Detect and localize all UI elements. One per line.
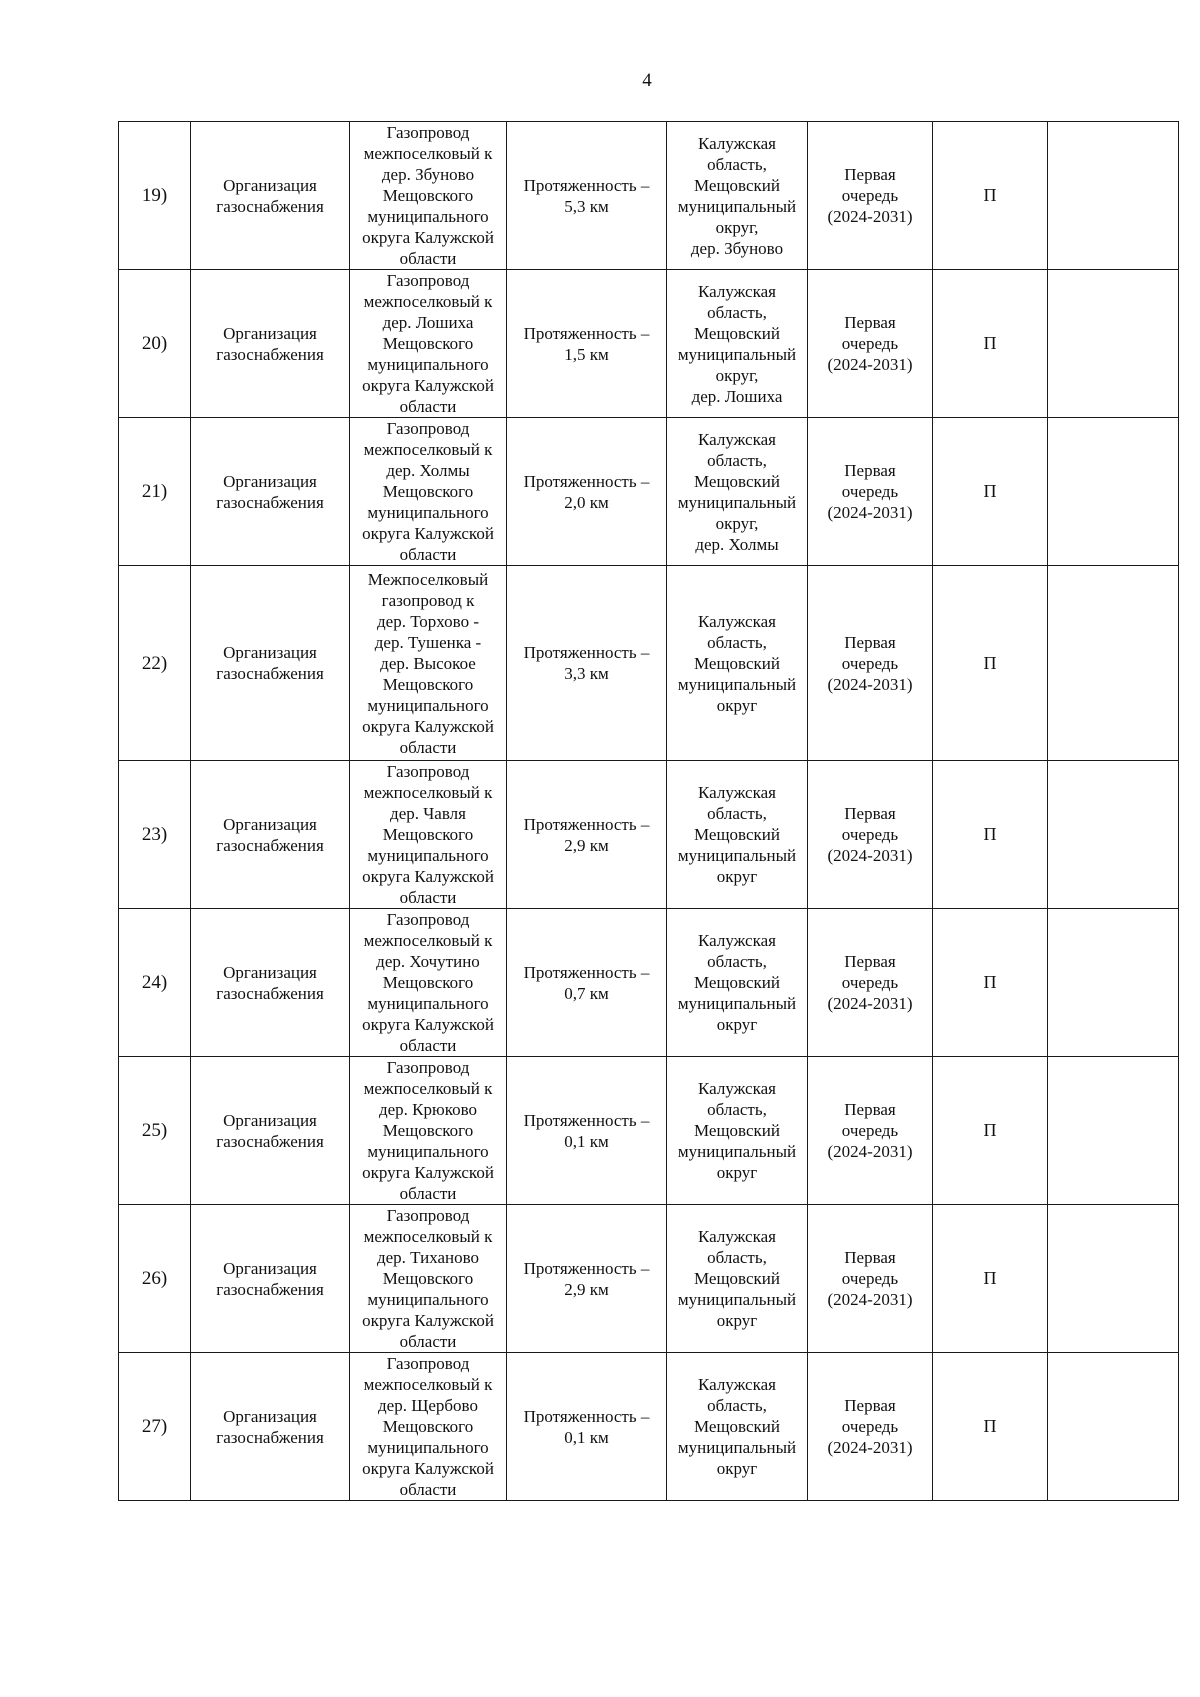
row-number-cell bbox=[119, 761, 191, 909]
purpose-line: газоснабжения bbox=[216, 344, 324, 364]
location-line: область, bbox=[707, 302, 767, 322]
status-mark: П bbox=[983, 972, 997, 992]
table-row bbox=[119, 270, 1179, 418]
purpose-cell bbox=[191, 1057, 350, 1205]
purpose-cell bbox=[191, 566, 350, 761]
object-name-line: дер. Крюково bbox=[378, 1100, 478, 1119]
stage-line: очередь bbox=[841, 653, 899, 673]
location-line: округ bbox=[716, 1311, 758, 1330]
object-name-line: дер. Чавля bbox=[390, 804, 466, 823]
purpose-line: газоснабжения bbox=[216, 983, 324, 1003]
status-mark: П bbox=[983, 1416, 997, 1436]
row-number: 24) bbox=[141, 972, 168, 993]
length-line: Протяженность – bbox=[523, 1110, 650, 1130]
purpose-line: Организация bbox=[223, 814, 317, 834]
stage-line: очередь bbox=[841, 1269, 899, 1288]
location-line: округ, bbox=[715, 513, 759, 533]
object-name-cell bbox=[350, 566, 507, 761]
empty-cell bbox=[1048, 761, 1179, 909]
empty-cell bbox=[1048, 122, 1179, 270]
status-mark-cell bbox=[933, 122, 1048, 270]
purpose-line: Организация bbox=[223, 1406, 317, 1426]
object-name-line: дер. Холмы bbox=[386, 461, 470, 480]
location-line: область, bbox=[707, 450, 767, 470]
length-line: Протяженность – bbox=[523, 814, 650, 834]
length-line: 5,3 км bbox=[564, 196, 609, 216]
object-name-line: округа Калужской bbox=[362, 1311, 494, 1330]
length-line: 1,5 км bbox=[564, 344, 609, 364]
object-name-cell bbox=[350, 909, 507, 1057]
purpose-line: газоснабжения bbox=[216, 1279, 324, 1299]
location-line: округ bbox=[716, 1163, 758, 1182]
location-line: область, bbox=[707, 632, 767, 652]
location-line: дер. Збуново bbox=[690, 238, 784, 258]
location-cell bbox=[667, 418, 808, 566]
stage-line: (2024-2031) bbox=[827, 1290, 913, 1309]
length-line: Протяженность – bbox=[523, 1258, 650, 1278]
stage-line: (2024-2031) bbox=[827, 994, 913, 1013]
row-number-cell bbox=[119, 122, 191, 270]
length-line: 2,9 км bbox=[564, 1279, 609, 1299]
object-name-line: дер. Лошиха bbox=[382, 313, 474, 332]
location-cell bbox=[667, 122, 808, 270]
location-line: область, bbox=[707, 1248, 767, 1267]
table-row bbox=[119, 1353, 1179, 1501]
purpose-cell bbox=[191, 122, 350, 270]
row-number-cell bbox=[119, 1057, 191, 1205]
location-line: Калужская bbox=[698, 1227, 776, 1246]
row-number: 19) bbox=[141, 185, 168, 206]
length-line: Протяженность – bbox=[523, 962, 650, 982]
location-line: муниципальный bbox=[677, 1438, 797, 1457]
location-line: Мещовский bbox=[694, 653, 780, 673]
object-name-cell bbox=[350, 270, 507, 418]
stage-cell bbox=[808, 909, 933, 1057]
purpose-line: газоснабжения bbox=[216, 1131, 324, 1151]
object-name-line: газопровод к bbox=[381, 590, 475, 610]
status-mark: П bbox=[983, 1268, 997, 1288]
status-mark-cell bbox=[933, 566, 1048, 761]
object-name-line: Газопровод bbox=[386, 123, 470, 142]
row-number-cell bbox=[119, 1205, 191, 1353]
row-number: 25) bbox=[141, 1120, 168, 1141]
purpose-cell bbox=[191, 761, 350, 909]
location-cell bbox=[667, 761, 808, 909]
row-number: 26) bbox=[141, 1268, 168, 1289]
purpose-cell bbox=[191, 1205, 350, 1353]
length-cell bbox=[507, 270, 667, 418]
purpose-line: газоснабжения bbox=[216, 196, 324, 216]
object-name-line: дер. Тиханово bbox=[376, 1248, 480, 1267]
length-cell bbox=[507, 122, 667, 270]
object-name-line: округа Калужской bbox=[362, 716, 494, 736]
status-mark-cell bbox=[933, 761, 1048, 909]
location-line: область, bbox=[707, 154, 767, 174]
stage-cell bbox=[808, 1205, 933, 1353]
empty-cell bbox=[1048, 1057, 1179, 1205]
stage-line: (2024-2031) bbox=[827, 207, 913, 226]
table-row bbox=[119, 566, 1179, 761]
object-name-line: Мещовского bbox=[382, 1269, 474, 1288]
object-name-line: Мещовского bbox=[382, 1417, 474, 1436]
object-name-line: муниципального bbox=[367, 695, 489, 715]
row-number: 20) bbox=[141, 333, 168, 354]
object-name-line: муниципального bbox=[367, 994, 489, 1013]
stage-line: очередь bbox=[841, 482, 899, 501]
objects-table bbox=[118, 121, 1179, 1501]
location-line: Калужская bbox=[698, 783, 776, 802]
length-cell bbox=[507, 1353, 667, 1501]
object-name-line: Газопровод bbox=[386, 271, 470, 290]
location-line: муниципальный bbox=[677, 994, 797, 1013]
location-line: Калужская bbox=[698, 429, 776, 449]
object-name-line: округа Калужской bbox=[362, 376, 494, 395]
location-line: муниципальный bbox=[677, 492, 797, 512]
stage-line: (2024-2031) bbox=[827, 355, 913, 374]
length-cell bbox=[507, 566, 667, 761]
object-name-line: округа Калужской bbox=[362, 1163, 494, 1182]
object-name-line: Мещовского bbox=[382, 334, 474, 353]
location-line: Мещовский bbox=[694, 1417, 780, 1436]
stage-line: Первая bbox=[844, 632, 896, 652]
object-name-line: муниципального bbox=[367, 355, 489, 374]
location-line: Калужская bbox=[698, 1079, 776, 1098]
location-line: Мещовский bbox=[694, 973, 780, 992]
object-name-line: муниципального bbox=[367, 1290, 489, 1309]
empty-cell bbox=[1048, 909, 1179, 1057]
length-cell bbox=[507, 909, 667, 1057]
status-mark-cell bbox=[933, 1057, 1048, 1205]
location-line: Мещовский bbox=[694, 323, 780, 343]
status-mark-cell bbox=[933, 1353, 1048, 1501]
length-line: 0,1 км bbox=[564, 1131, 609, 1151]
status-mark-cell bbox=[933, 909, 1048, 1057]
object-name-line: Газопровод bbox=[386, 1206, 470, 1225]
table-body bbox=[119, 122, 1179, 1501]
row-number: 23) bbox=[141, 824, 168, 845]
stage-line: очередь bbox=[841, 186, 899, 205]
location-line: Калужская bbox=[698, 1375, 776, 1394]
stage-line: Первая bbox=[844, 165, 896, 184]
purpose-cell bbox=[191, 270, 350, 418]
table-row bbox=[119, 418, 1179, 566]
object-name-line: Мещовского bbox=[382, 482, 474, 501]
location-cell bbox=[667, 566, 808, 761]
object-name-line: округа Калужской bbox=[362, 524, 494, 543]
purpose-line: Организация bbox=[223, 323, 317, 343]
object-name-line: Мещовского bbox=[382, 1121, 474, 1140]
row-number-cell bbox=[119, 270, 191, 418]
purpose-line: газоснабжения bbox=[216, 835, 324, 855]
empty-cell bbox=[1048, 1353, 1179, 1501]
location-line: округ, bbox=[715, 365, 759, 385]
length-line: 2,9 км bbox=[564, 835, 609, 855]
length-line: 0,7 км bbox=[564, 983, 609, 1003]
row-number: 21) bbox=[141, 481, 168, 502]
status-mark: П bbox=[983, 333, 997, 353]
length-cell bbox=[507, 1205, 667, 1353]
stage-line: Первая bbox=[844, 1396, 896, 1415]
stage-line: очередь bbox=[841, 825, 899, 844]
object-name-cell bbox=[350, 122, 507, 270]
stage-line: (2024-2031) bbox=[827, 674, 913, 694]
location-line: Мещовский bbox=[694, 175, 780, 195]
stage-line: очередь bbox=[841, 1121, 899, 1140]
purpose-line: Организация bbox=[223, 1258, 317, 1278]
object-name-line: межпоселковый к bbox=[363, 931, 493, 950]
page-number: 4 bbox=[642, 70, 652, 91]
object-name-line: Газопровод bbox=[386, 1354, 470, 1373]
stage-line: Первая bbox=[844, 313, 896, 332]
object-name-line: области bbox=[399, 397, 457, 416]
object-name-line: муниципального bbox=[367, 503, 489, 522]
location-line: Мещовский bbox=[694, 471, 780, 491]
stage-line: очередь bbox=[841, 1417, 899, 1436]
status-mark: П bbox=[983, 185, 997, 205]
location-line: Калужская bbox=[698, 611, 776, 631]
object-name-line: муниципального bbox=[367, 1438, 489, 1457]
location-line: область, bbox=[707, 952, 767, 971]
location-line: округ bbox=[716, 695, 758, 715]
location-line: Калужская bbox=[698, 133, 776, 153]
object-name-line: муниципального bbox=[367, 1142, 489, 1161]
object-name-line: области bbox=[399, 1480, 457, 1499]
purpose-cell bbox=[191, 418, 350, 566]
purpose-cell bbox=[191, 909, 350, 1057]
object-name-line: дер. Тушенка - bbox=[374, 632, 482, 652]
object-name-line: межпоселковый к bbox=[363, 1375, 493, 1394]
length-line: 3,3 км bbox=[564, 664, 609, 683]
purpose-line: Организация bbox=[223, 962, 317, 982]
stage-line: Первая bbox=[844, 1100, 896, 1119]
object-name-line: области bbox=[399, 888, 457, 907]
location-line: дер. Холмы bbox=[695, 534, 779, 554]
status-mark: П bbox=[983, 652, 997, 673]
table-row bbox=[119, 761, 1179, 909]
object-name-line: межпоселковый к bbox=[363, 440, 493, 459]
purpose-line: Организация bbox=[223, 175, 317, 195]
location-line: Мещовский bbox=[694, 1121, 780, 1140]
object-name-line: Газопровод bbox=[386, 1058, 470, 1077]
stage-cell bbox=[808, 566, 933, 761]
location-cell bbox=[667, 1353, 808, 1501]
purpose-line: газоснабжения bbox=[216, 664, 324, 683]
object-name-line: дер. Торхово - bbox=[377, 611, 479, 631]
stage-line: (2024-2031) bbox=[827, 846, 913, 865]
object-name-line: дер. Высокое bbox=[380, 653, 476, 673]
location-line: муниципальный bbox=[677, 1142, 797, 1161]
length-cell bbox=[507, 761, 667, 909]
location-line: муниципальный bbox=[677, 674, 797, 694]
purpose-line: Организация bbox=[223, 471, 317, 491]
stage-line: Первая bbox=[844, 804, 896, 823]
object-name-cell bbox=[350, 761, 507, 909]
stage-line: (2024-2031) bbox=[827, 503, 913, 522]
object-name-cell bbox=[350, 1353, 507, 1501]
object-name-line: дер. Хочутино bbox=[376, 952, 480, 971]
object-name-line: области bbox=[399, 737, 457, 757]
location-line: округ bbox=[716, 867, 758, 886]
stage-cell bbox=[808, 122, 933, 270]
stage-line: (2024-2031) bbox=[827, 1142, 913, 1161]
location-cell bbox=[667, 270, 808, 418]
object-name-line: межпоселковый к bbox=[363, 783, 493, 802]
object-name-line: области bbox=[399, 249, 457, 268]
table-row bbox=[119, 1057, 1179, 1205]
stage-cell bbox=[808, 418, 933, 566]
object-name-line: округа Калужской bbox=[362, 867, 494, 886]
object-name-line: Мещовского bbox=[382, 186, 474, 205]
status-mark-cell bbox=[933, 1205, 1048, 1353]
length-line: Протяженность – bbox=[523, 175, 650, 195]
stage-cell bbox=[808, 270, 933, 418]
length-line: 0,1 км bbox=[564, 1427, 609, 1447]
row-number-cell bbox=[119, 909, 191, 1057]
status-mark: П bbox=[983, 1120, 997, 1140]
object-name-line: области bbox=[399, 1332, 457, 1351]
row-number-cell bbox=[119, 1353, 191, 1501]
location-line: область, bbox=[707, 1100, 767, 1119]
table-row bbox=[119, 909, 1179, 1057]
object-name-cell bbox=[350, 418, 507, 566]
empty-cell bbox=[1048, 270, 1179, 418]
stage-line: очередь bbox=[841, 334, 899, 353]
length-cell bbox=[507, 418, 667, 566]
object-name-line: муниципального bbox=[367, 207, 489, 226]
location-line: муниципальный bbox=[677, 1290, 797, 1309]
row-number: 27) bbox=[141, 1416, 168, 1437]
object-name-line: Газопровод bbox=[386, 910, 470, 929]
table-row bbox=[119, 1205, 1179, 1353]
row-number-cell bbox=[119, 566, 191, 761]
stage-line: очередь bbox=[841, 973, 899, 992]
object-name-cell bbox=[350, 1057, 507, 1205]
location-cell bbox=[667, 1205, 808, 1353]
object-name-line: межпоселковый к bbox=[363, 292, 493, 311]
purpose-line: газоснабжения bbox=[216, 492, 324, 512]
object-name-line: Газопровод bbox=[386, 419, 470, 438]
location-line: муниципальный bbox=[677, 196, 797, 216]
location-line: Калужская bbox=[698, 281, 776, 301]
object-name-line: округа Калужской bbox=[362, 1015, 494, 1034]
object-name-line: межпоселковый к bbox=[363, 1079, 493, 1098]
length-line: Протяженность – bbox=[523, 1406, 650, 1426]
location-line: округ bbox=[716, 1459, 758, 1478]
object-name-line: Мещовского bbox=[382, 825, 474, 844]
row-number: 22) bbox=[141, 652, 168, 674]
empty-cell bbox=[1048, 418, 1179, 566]
location-cell bbox=[667, 909, 808, 1057]
location-cell bbox=[667, 1057, 808, 1205]
object-name-line: межпоселковый к bbox=[363, 144, 493, 163]
length-line: Протяженность – bbox=[523, 471, 650, 491]
object-name-cell bbox=[350, 1205, 507, 1353]
object-name-line: округа Калужской bbox=[362, 1459, 494, 1478]
location-line: дер. Лошиха bbox=[691, 386, 783, 406]
location-line: муниципальный bbox=[677, 344, 797, 364]
object-name-line: области bbox=[399, 1184, 457, 1203]
empty-cell bbox=[1048, 566, 1179, 761]
length-line: 2,0 км bbox=[564, 492, 609, 512]
status-mark-cell bbox=[933, 418, 1048, 566]
length-line: Протяженность – bbox=[523, 323, 650, 343]
object-name-line: Мещовского bbox=[382, 973, 474, 992]
object-name-line: Мещовского bbox=[382, 674, 474, 694]
length-line: Протяженность – bbox=[523, 643, 650, 662]
status-mark: П bbox=[983, 824, 997, 844]
stage-cell bbox=[808, 761, 933, 909]
object-name-line: межпоселковый к bbox=[363, 1227, 493, 1246]
table-row bbox=[119, 122, 1179, 270]
object-name-line: муниципального bbox=[367, 846, 489, 865]
location-line: округ bbox=[716, 1015, 758, 1034]
length-cell bbox=[507, 1057, 667, 1205]
object-name-line: области bbox=[399, 545, 457, 564]
location-line: муниципальный bbox=[677, 846, 797, 865]
stage-line: Первая bbox=[844, 1248, 896, 1267]
object-name-line: Газопровод bbox=[386, 762, 470, 781]
object-name-line: дер. Збуново bbox=[381, 165, 475, 184]
status-mark: П bbox=[983, 481, 997, 501]
location-line: область, bbox=[707, 804, 767, 823]
row-number-cell bbox=[119, 418, 191, 566]
purpose-cell bbox=[191, 1353, 350, 1501]
stage-cell bbox=[808, 1353, 933, 1501]
location-line: округ, bbox=[715, 217, 759, 237]
location-line: область, bbox=[707, 1396, 767, 1415]
object-name-line: области bbox=[399, 1036, 457, 1055]
stage-line: Первая bbox=[844, 461, 896, 480]
object-name-line: округа Калужской bbox=[362, 228, 494, 247]
status-mark-cell bbox=[933, 270, 1048, 418]
location-line: Калужская bbox=[698, 931, 776, 950]
location-line: Мещовский bbox=[694, 825, 780, 844]
stage-cell bbox=[808, 1057, 933, 1205]
purpose-line: газоснабжения bbox=[216, 1427, 324, 1447]
stage-line: (2024-2031) bbox=[827, 1438, 913, 1457]
stage-line: Первая bbox=[844, 952, 896, 971]
object-name-line: Межпоселковый bbox=[367, 569, 489, 589]
location-line: Мещовский bbox=[694, 1269, 780, 1288]
purpose-line: Организация bbox=[223, 1110, 317, 1130]
object-name-line: дер. Щербово bbox=[378, 1396, 478, 1415]
empty-cell bbox=[1048, 1205, 1179, 1353]
purpose-line: Организация bbox=[223, 643, 317, 662]
